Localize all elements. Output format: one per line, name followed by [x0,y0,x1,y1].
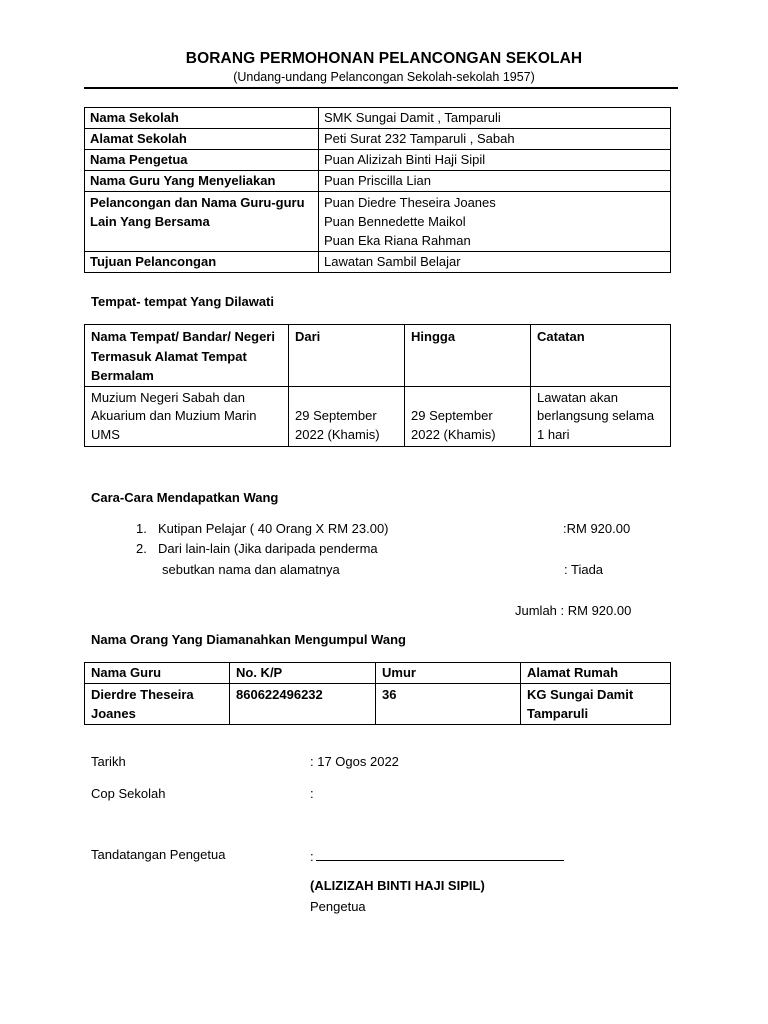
table-row [85,386,671,447]
teacher-name: Puan Eka Riana Rahman [324,233,471,248]
places-heading: Tempat- tempat Yang Dilawati [91,294,275,309]
column-header: No. K/P [230,663,376,684]
info-value: Puan Alizizah Binti Haji Sipil [319,150,671,171]
table-row [85,252,671,273]
list-item-number: 2. [136,541,147,556]
table-row [85,171,671,192]
column-header: Hingga [405,325,531,387]
table-row [85,684,671,725]
list-item-amount: :RM 920.00 [563,521,631,536]
table-row [85,192,671,252]
form-title: BORANG PERMOHONAN PELANCONGAN SEKOLAH [185,50,583,67]
place-name: Muzium Negeri Sabah dan Akuarium dan Muzium Marin UMS [85,386,289,447]
info-label: Nama Pengetua [85,150,319,171]
signature-line [316,847,564,861]
list-item-text: Dari lain-lain (Jika daripada penderma [158,541,378,556]
places-table [84,324,671,447]
info-label: Tujuan Pelancongan [85,252,319,273]
collector-table [84,662,671,725]
signature-field[interactable] [310,847,564,864]
table-row [85,108,671,129]
column-header: Nama Tempat/ Bandar/ Negeri Termasuk Alamat Tempat Bermalam [85,325,289,387]
teacher-name: Puan Diedre Theseira Joanes [324,195,496,210]
teacher-name: Puan Bennedette Maikol [324,214,466,229]
list-item-text-continued: sebutkan nama dan alamatnya [162,562,340,577]
table-row [85,129,671,150]
ic-number: 860622496232 [230,684,376,725]
date-label: Tarikh [91,754,126,769]
list-item-number: 1. [136,521,147,536]
info-label: Alamat Sekolah [85,129,319,150]
info-label: Nama Guru Yang Menyeliakan [85,171,319,192]
table-row [85,150,671,171]
home-address: KG Sungai Damit Tamparuli [521,684,671,725]
info-value: SMK Sungai Damit , Tamparuli [319,108,671,129]
info-value-list [319,192,671,252]
collector-heading: Nama Orang Yang Diamanahkan Mengumpul Wang [91,632,406,647]
stamp-label: Cop Sekolah [91,786,166,801]
teacher-name: Dierdre Theseira Joanes [85,684,230,725]
table-header-row [85,663,671,684]
note: Lawatan akan berlangsung selama 1 hari [531,386,671,447]
money-heading: Cara-Cara Mendapatkan Wang [91,490,279,505]
column-header: Dari [289,325,405,387]
date-to: 29 September 2022 (Khamis) [405,386,531,447]
list-item-text: Kutipan Pelajar ( 40 Orang X RM 23.00) [158,521,389,536]
info-value: Peti Surat 232 Tamparuli , Sabah [319,129,671,150]
column-header: Umur [376,663,521,684]
form-subtitle: (Undang-undang Pelancongan Sekolah-sekolah 1957) [233,70,535,84]
list-item-amount: : Tiada [564,562,604,577]
age: 36 [376,684,521,725]
signature-label: Tandatangan Pengetua [91,847,226,862]
date-from: 29 September 2022 (Khamis) [289,386,405,447]
info-value: Puan Priscilla Lian [319,171,671,192]
column-header: Nama Guru [85,663,230,684]
info-label: Pelancongan dan Nama Guru-guru Lain Yang Bersama [85,192,319,252]
money-total: Jumlah : RM 920.00 [515,603,632,618]
date-value: : 17 Ogos 2022 [310,754,399,769]
info-value: Lawatan Sambil Belajar [319,252,671,273]
signature-colon: : [310,849,314,864]
principal-role: Pengetua [310,899,366,914]
info-label: Nama Sekolah [85,108,319,129]
table-header-row [85,325,671,387]
header-rule [84,87,678,89]
stamp-value: : [310,786,314,801]
school-info-table [84,107,671,273]
principal-name: (ALIZIZAH BINTI HAJI SIPIL) [310,878,485,893]
column-header: Catatan [531,325,671,387]
column-header: Alamat Rumah [521,663,671,684]
